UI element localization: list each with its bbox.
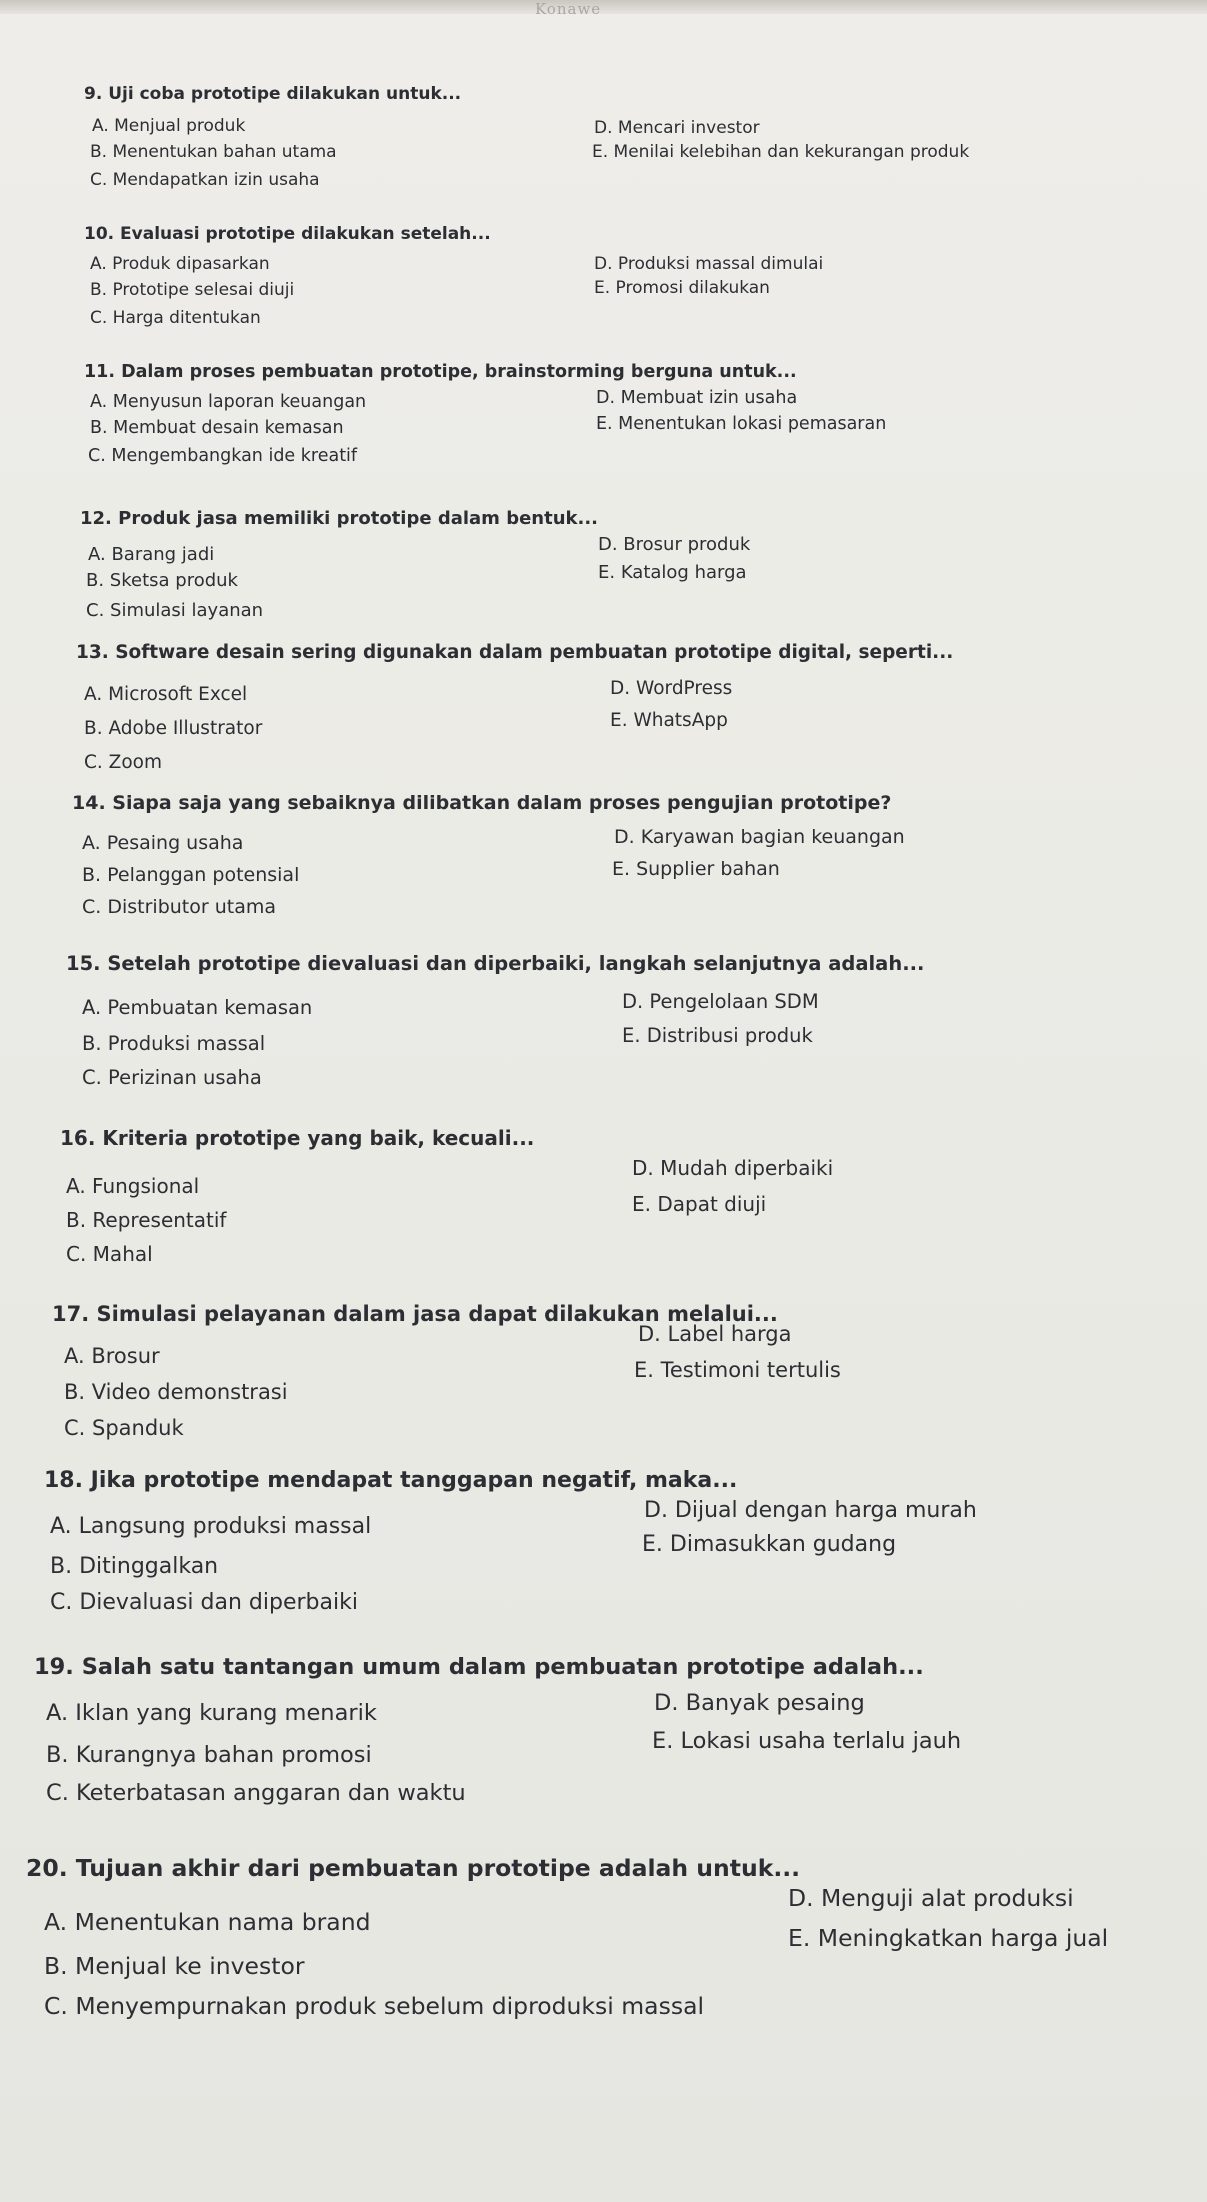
question-title: 18. Jika prototipe mendapat tanggapan negatif, maka... <box>44 1468 738 1493</box>
option-d: D. Pengelolaan SDM <box>622 990 819 1013</box>
question-title: 9. Uji coba prototipe dilakukan untuk... <box>84 84 462 104</box>
option-e: E. Testimoni tertulis <box>634 1358 841 1382</box>
option-b: B. Ditinggalkan <box>50 1554 219 1579</box>
option-d: D. Label harga <box>638 1322 792 1346</box>
question-title: 10. Evaluasi prototipe dilakukan setelah... <box>84 224 491 244</box>
option-b: B. Representatif <box>66 1208 227 1232</box>
option-b: B. Menjual ke investor <box>44 1952 305 1980</box>
option-d: D. Mencari investor <box>594 118 760 138</box>
question-title: 17. Simulasi pelayanan dalam jasa dapat dilakukan melalui... <box>52 1302 778 1326</box>
option-c: C. Distributor utama <box>82 896 277 918</box>
option-a: A. Menjual produk <box>92 116 246 136</box>
option-e: E. Menilai kelebihan dan kekurangan produk <box>592 142 970 162</box>
option-e: E. Promosi dilakukan <box>594 278 770 298</box>
question-title: 16. Kriteria prototipe yang baik, kecuali... <box>60 1126 535 1150</box>
option-c: C. Harga ditentukan <box>90 308 261 328</box>
option-b: B. Adobe Illustrator <box>84 718 263 739</box>
option-c: C. Spanduk <box>64 1416 184 1440</box>
option-a: A. Produk dipasarkan <box>90 254 270 274</box>
option-d: D. WordPress <box>610 678 733 699</box>
option-e: E. Distribusi produk <box>622 1024 813 1047</box>
option-d: D. Karyawan bagian keuangan <box>614 826 905 848</box>
option-e: E. Katalog harga <box>598 562 747 583</box>
question-title: 20. Tujuan akhir dari pembuatan prototipe adalah untuk... <box>26 1854 801 1882</box>
option-c: C. Mahal <box>66 1242 153 1266</box>
option-b: B. Membuat desain kemasan <box>90 418 344 438</box>
option-a: A. Barang jadi <box>88 544 215 565</box>
option-a: A. Langsung produksi massal <box>50 1514 372 1539</box>
option-c: C. Perizinan usaha <box>82 1066 262 1089</box>
option-a: A. Fungsional <box>66 1174 200 1198</box>
question-title: 11. Dalam proses pembuatan prototipe, brainstorming berguna untuk... <box>84 362 797 382</box>
option-b: B. Produksi massal <box>82 1032 266 1055</box>
option-b: B. Prototipe selesai diuji <box>90 280 295 300</box>
question-title: 12. Produk jasa memiliki prototipe dalam bentuk... <box>80 508 599 529</box>
option-b: B. Kurangnya bahan promosi <box>46 1742 372 1768</box>
option-e: E. Supplier bahan <box>612 858 780 880</box>
option-a: A. Menyusun laporan keuangan <box>90 392 367 412</box>
option-e: E. Dapat diuji <box>632 1192 767 1216</box>
option-d: D. Dijual dengan harga murah <box>644 1498 977 1523</box>
option-e: E. Menentukan lokasi pemasaran <box>596 414 887 434</box>
option-d: D. Banyak pesaing <box>654 1690 865 1716</box>
option-d: D. Membuat izin usaha <box>596 388 798 408</box>
option-c: C. Mengembangkan ide kreatif <box>88 446 358 466</box>
option-c: C. Dievaluasi dan diperbaiki <box>50 1590 358 1615</box>
option-a: A. Iklan yang kurang menarik <box>46 1700 377 1726</box>
option-a: A. Pesaing usaha <box>82 832 244 854</box>
option-d: D. Produksi massal dimulai <box>594 254 824 274</box>
question-title: 15. Setelah prototipe dievaluasi dan diperbaiki, langkah selanjutnya adalah... <box>66 952 925 975</box>
option-c: C. Zoom <box>84 752 163 773</box>
option-b: B. Video demonstrasi <box>64 1380 288 1404</box>
option-b: B. Menentukan bahan utama <box>90 142 337 162</box>
option-d: D. Menguji alat produksi <box>788 1884 1074 1912</box>
option-e: E. Meningkatkan harga jual <box>788 1924 1109 1952</box>
option-d: D. Brosur produk <box>598 534 751 555</box>
option-c: C. Menyempurnakan produk sebelum diproduksi massal <box>44 1992 704 2020</box>
option-d: D. Mudah diperbaiki <box>632 1156 834 1180</box>
option-a: A. Brosur <box>64 1344 160 1368</box>
bleed-through-text: Konawe <box>535 0 602 18</box>
option-e: E. Lokasi usaha terlalu jauh <box>652 1728 962 1754</box>
question-title: 14. Siapa saja yang sebaiknya dilibatkan dalam proses pengujian prototipe? <box>72 792 892 814</box>
option-c: C. Mendapatkan izin usaha <box>90 170 320 190</box>
option-e: E. WhatsApp <box>610 710 728 731</box>
option-a: A. Microsoft Excel <box>84 684 248 705</box>
previous-page-edge <box>0 0 1207 14</box>
question-title: 13. Software desain sering digunakan dalam pembuatan prototipe digital, seperti... <box>76 642 954 663</box>
option-a: A. Menentukan nama brand <box>44 1908 371 1936</box>
question-title: 19. Salah satu tantangan umum dalam pembuatan prototipe adalah... <box>34 1654 924 1680</box>
option-e: E. Dimasukkan gudang <box>642 1532 897 1557</box>
option-c: C. Keterbatasan anggaran dan waktu <box>46 1780 466 1806</box>
option-b: B. Pelanggan potensial <box>82 864 300 886</box>
option-a: A. Pembuatan kemasan <box>82 996 313 1019</box>
option-c: C. Simulasi layanan <box>86 600 264 621</box>
option-b: B. Sketsa produk <box>86 570 238 591</box>
